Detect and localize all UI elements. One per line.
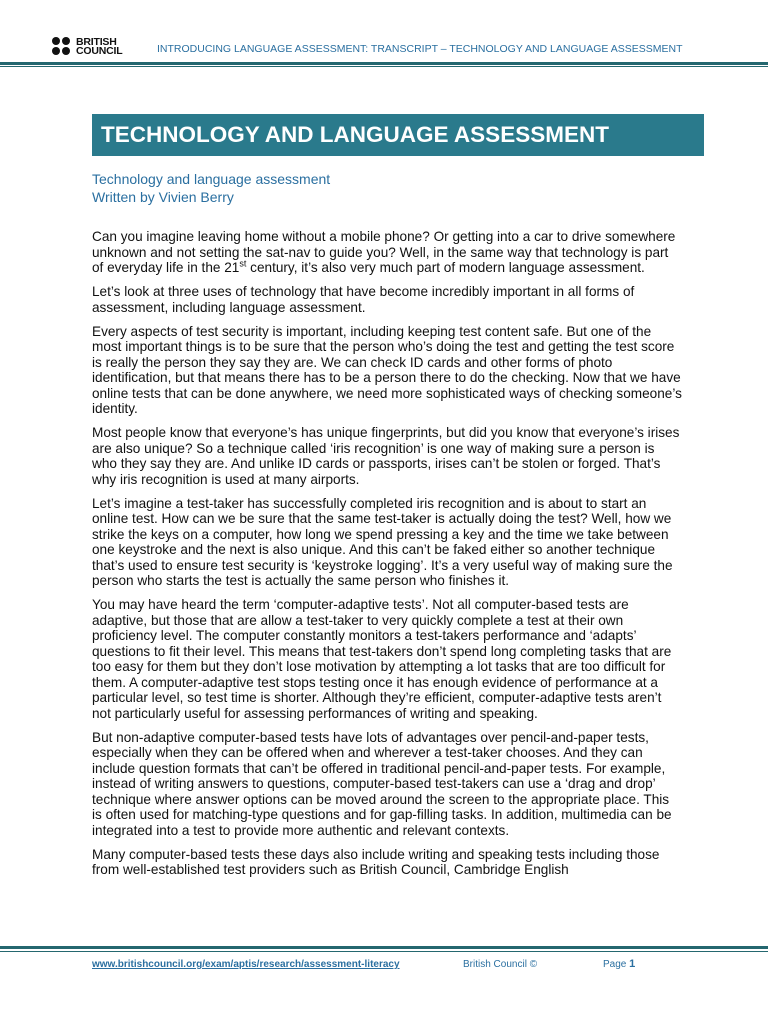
paragraph-6: You may have heard the term ‘computer-adaptive tests’. Not all computer-based tests are adaptive, but those that are allow a test-taker to very quickly complete a test at their own proficiency level. The computer constantly monitors a test-takers performance and ‘adapts’ questions to fit their level. This means that test-takers don’t spend long completing tasks that are too easy for them but they don’t lose motivation by attempting a lot tasks that are too difficult for them. A computer-adaptive test stops testing once it has enough evidence of performance at a particular level, so test time is shorter. Although they’re efficient, computer-adaptive tests aren’t not particularly useful for assessing performances of writing and speaking. [92,597,672,721]
british-council-logo [52,36,122,58]
page-number: 1 [629,958,636,970]
subtitle-block [92,170,330,206]
header-divider-thin [0,66,768,67]
header-title: INTRODUCING LANGUAGE ASSESSMENT: TRANSCRIPT – TECHNOLOGY AND LANGUAGE ASSESSMENT [157,43,683,55]
transcript-body [92,229,682,886]
header-divider [0,62,768,65]
logo-dots-icon [52,37,72,57]
footer-page-number [603,958,635,970]
page-header [0,0,768,66]
paragraph-7: But non-adaptive computer-based tests have lots of advantages over pencil-and-paper tests, especially when they can be offered when and wherever a test-taker chooses. And they can include question formats that can’t be offered in traditional pencil-and-paper tests. For example, instead of writing answers to questions, computer-based test-takers can use a ‘drag and drop’ technique where answer options can be moved around the screen to the appropriate place. This is often used for matching-type questions and for gap-filling tasks. In addition, multimedia can be integrated into a test to provide more authentic and relevant contexts. [92,729,672,838]
footer-divider [0,946,768,949]
logo-line-1: BRITISH [76,36,117,48]
subtitle-topic: Technology and language assessment [92,171,331,187]
page-label: Page [603,959,627,970]
footer-link[interactable]: www.britishcouncil.org/exam/aptis/research/assessment-literacy [92,959,400,970]
paragraph-5: Let’s imagine a test-taker has successfully completed iris recognition and is about to start an online test. How can we be sure that the same test-taker is actually doing the test? Well, how we strike the keys on a computer, how long we spend pressing a key and the time we take between one keystroke and the next is also unique. And this can’t be faked either so another technique that’s used to ensure test security is ‘keystroke logging’. It’s a very useful way of making sure the person who starts the test is actually the same person who finishes it. [92,495,673,588]
paragraph-2: Let’s look at three uses of technology that have become incredibly important in all forms of assessment, including language assessment. [92,284,635,315]
paragraph-1: Can you imagine leaving home without a mobile phone? Or getting into a car to drive somewhere unknown and not setting the sat-nav to guide you? Well, in the same way that technology is part of everyday life in the 21st century, it’s also very much part of modern language assessment. [92,229,676,275]
footer-copyright: British Council © [463,959,538,970]
title-banner [92,114,704,156]
page-title: TECHNOLOGY AND LANGUAGE ASSESSMENT [101,122,609,147]
footer-divider-thin [0,951,768,952]
subtitle-author: Written by Vivien Berry [92,189,234,205]
paragraph-4: Most people know that everyone’s has unique fingerprints, but did you know that everyone’s irises are also unique? So a technique called ‘iris recognition’ is one way of making sure a person is who they say they are. And unlike ID cards or passports, irises can’t be stolen or forged. That’s why iris recognition is used at many airports. [92,425,680,487]
paragraph-8: Many computer-based tests these days also include writing and speaking tests including those from well-established test providers such as British Council, Cambridge English [92,846,660,877]
logo-line-2: COUNCIL [76,45,123,57]
paragraph-3: Every aspects of test security is important, including keeping test content safe. But one of the most important things is to be sure that the person who’s doing the test and getting the test score is really the person they say they are. We can check ID cards and other forms of photo identification, but that means there has to be a person there to do the checking. Now that we have online tests that can be done anywhere, we need more sophisticated ways of checking someone’s identity. [92,323,682,416]
